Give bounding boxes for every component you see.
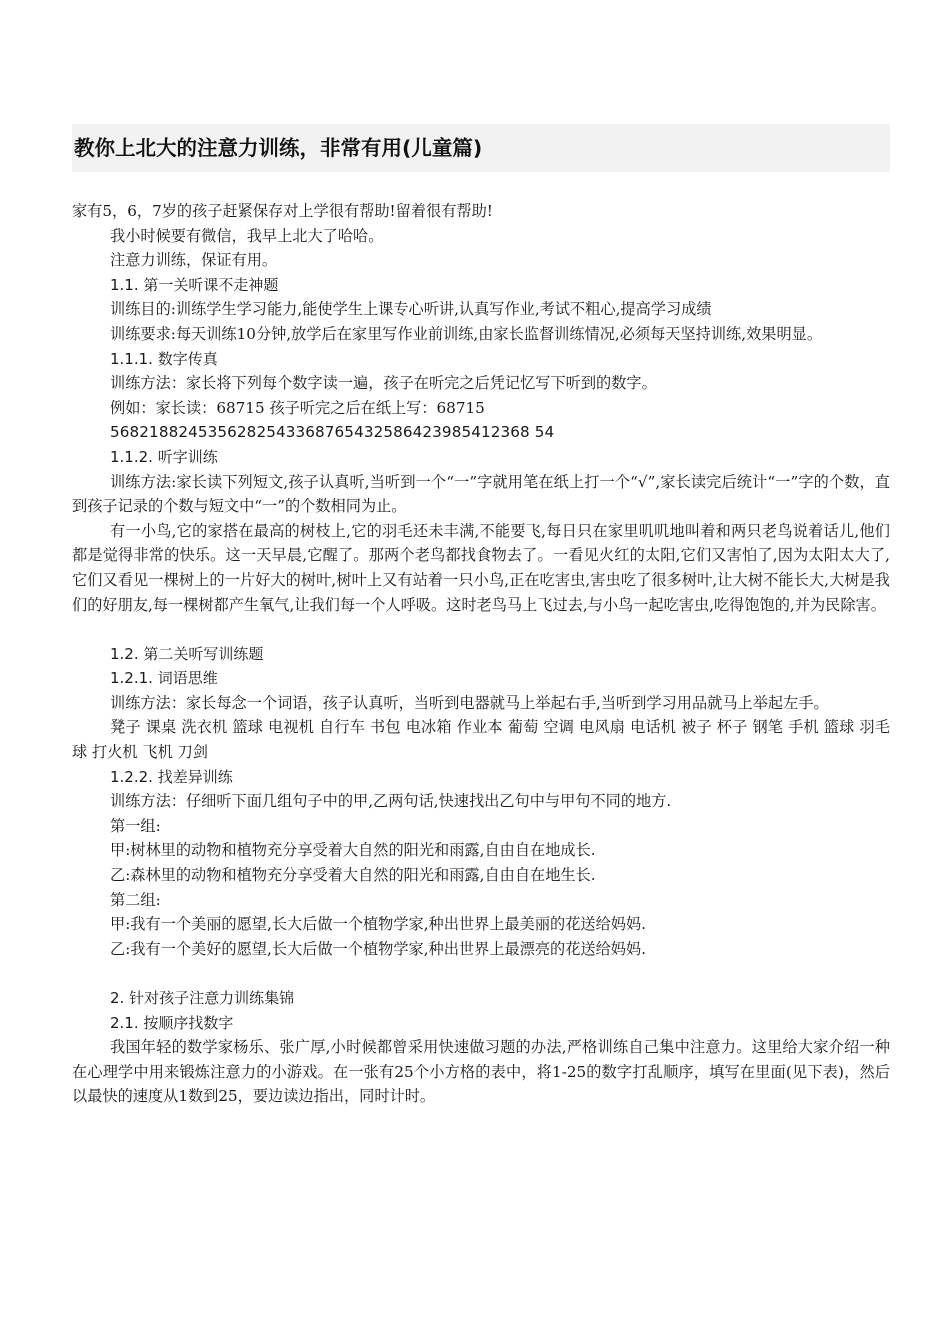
paragraph: 训练要求:每天训练10分钟,放学后在家里写作业前训练,由家长监督训练情况,必须每天坚持训练,效果明显。 (110, 324, 823, 343)
word-list: 凳子 课桌 洗衣机 篮球 电视机 自行车 书包 电冰箱 作业本 葡萄 空调 电风扇 电话机 被子 杯子 钢笔 手机 篮球 羽毛球 打火机 飞机 刀剑 (72, 718, 890, 762)
paragraph: 我小时候要有微信，我早上北大了哈哈。 (110, 226, 384, 245)
section-heading: 1.1.2. 听字训练 (110, 447, 218, 466)
section-heading: 1.2. 第二关听写训练题 (110, 644, 264, 663)
number-sequence: 5682188245356282543368765432586423985412368 54 (110, 423, 555, 442)
section-heading: 1.2.1. 词语思维 (110, 669, 218, 688)
paragraph: 例如：家长读：68715 孩子听完之后在纸上写：68715 (110, 398, 485, 417)
sentence: 乙:我有一个美好的愿望,长大后做一个植物学家,种出世界上最漂亮的花送给妈妈. (110, 939, 646, 958)
section-heading: 2. 针对孩子注意力训练集锦 (110, 989, 295, 1007)
sentence: 乙:森林里的动物和植物充分享受着大自然的阳光和雨露,自由自在地生长. (110, 866, 596, 885)
story-paragraph: 有一小鸟,它的家搭在最高的树枝上,它的羽毛还未丰满,不能要飞,每日只在家里叽叽地叫着和两只老鸟说着话儿,他们都是觉得非常的快乐。这一天早晨,它醒了。那两个老鸟都找食物去了。一看见火红的太阳,它们又害怕了,因为太阳太大了,它们又看见一棵树上的一片好大的树叶,树叶上又有站着一只小鸟,正在吃害虫,害虫吃了很多树叶,让大树不能长大,大树是我们的好朋友,每一棵树都产生氧气,让我们每一个人呼吸。这时老鸟马上飞过去,与小鸟一起吃害虫,吃得饱饱的,并为民除害。 (72, 521, 890, 614)
paragraph: 训练方法：仔细听下面几组句子中的甲,乙两句话,快速找出乙句中与甲句不同的地方. (110, 792, 672, 811)
title-bar (72, 124, 890, 172)
document-body (72, 199, 890, 1109)
spacer (72, 961, 890, 986)
sentence: 甲:我有一个美丽的愿望,长大后做一个植物学家,种出世界上最美丽的花送给妈妈. (110, 915, 646, 934)
group-label: 第一组: (110, 816, 161, 835)
paragraph: 训练方法:家长读下列短文,孩子认真听,当听到一个“一”字就用笔在纸上打一个“√”,家长读完后统计“一”字的个数，直到孩子记录的个数与短文中“一”的个数相同为止。 (72, 472, 890, 516)
section-heading: 1.1.1. 数字传真 (110, 349, 218, 368)
intro-paragraph: 家有5，6，7岁的孩子赶紧保存对上学很有帮助!留着很有帮助! (72, 202, 493, 220)
paragraph: 训练目的:训练学生学习能力,能使学生上课专心听讲,认真写作业,考试不粗心,提高学习成绩 (110, 300, 712, 319)
paragraph: 注意力训练，保证有用。 (110, 251, 278, 270)
document-title: 教你上北大的注意力训练，非常有用(儿童篇) (74, 136, 483, 160)
section-heading: 1.2.2. 找差异训练 (110, 767, 233, 786)
section-heading: 2.1. 按顺序找数字 (110, 1013, 234, 1032)
sentence: 甲:树林里的动物和植物充分享受着大自然的阳光和雨露,自由自在地成长. (110, 841, 596, 860)
paragraph: 训练方法：家长将下列每个数字读一遍，孩子在听完之后凭记忆写下听到的数字。 (110, 374, 657, 393)
spacer (72, 617, 890, 642)
paragraph: 我国年轻的数学家杨乐、张广厚,小时候都曾采用快速做习题的办法,严格训练自己集中注意力。这里给大家介绍一种在心理学中用来锻炼注意力的小游戏。在一张有25个小方格的表中，将1-25的数字打乱顺序，填写在里面(见下表)，然后以最快的速度从1数到25，要边读边指出，同时计时。 (72, 1038, 890, 1106)
group-label: 第二组: (110, 890, 161, 909)
section-heading: 1.1. 第一关听课不走神题 (110, 275, 279, 294)
paragraph: 训练方法：家长每念一个词语，孩子认真听，当听到电器就马上举起右手,当听到学习用品就马上举起左手。 (110, 693, 829, 712)
